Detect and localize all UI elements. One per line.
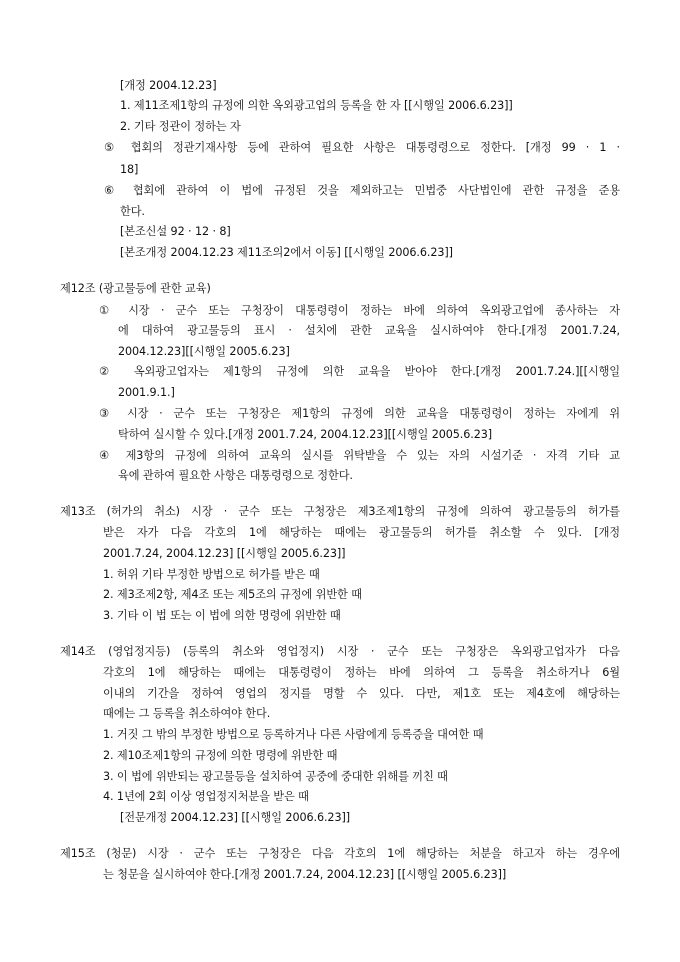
paragraph-line: ③ 시장 · 군수 또는 구청장은 제1항의 규정에 의한 교육을 대통령령이 정하는 자에게 위 — [99, 407, 620, 420]
paragraph-line: 2001.9.1.] — [118, 386, 175, 399]
amendment-note: [개정 2004.12.23] — [120, 79, 217, 92]
paragraph-line: ⑥ 협회에 관하여 이 법에 규정된 것을 제외하고는 민법중 사단법인에 관한 규정을 준용 — [104, 184, 620, 197]
amendment-note: [본조개정 2004.12.23 제11조의2에서 이동] [[시행일 2006.6.23]] — [120, 246, 453, 259]
amendment-note: [본조신설 92 · 12 · 8] — [120, 225, 231, 238]
paragraph-line: ④ 제3항의 규정에 의하여 교육의 실시를 위탁받을 수 있는 자의 시설기준 · 자격 기타 교 — [99, 449, 620, 462]
paragraph-line: 때에는 그 등록을 취소하여야 한다. — [103, 707, 271, 720]
article-heading: 제14조 (영업정지등) (등록의 취소와 영업정지) 시장 · 군수 또는 구청장은 옥외광고업자가 다음 — [60, 645, 620, 658]
list-item: 4. 1년에 2회 이상 영업정지처분을 받은 때 — [103, 790, 309, 803]
list-item: 3. 기타 이 법 또는 이 법에 의한 명령에 위반한 때 — [103, 609, 341, 622]
paragraph-line: 한다. — [120, 205, 145, 218]
paragraph-line: 2001.7.24, 2004.12.23] [[시행일 2005.6.23]] — [103, 547, 346, 560]
article-heading: 제12조 (광고물등에 관한 교육) — [60, 282, 211, 295]
paragraph-line: 각호의 1에 해당하는 때에는 대통령령이 정하는 바에 의하여 그 등록을 취소하거나 6월 — [103, 666, 620, 679]
amendment-note: [전문개정 2004.12.23] [[시행일 2006.6.23]] — [120, 811, 350, 824]
list-item: 3. 이 법에 위반되는 광고물등을 설치하여 공중에 중대한 위해를 끼친 때 — [103, 770, 448, 783]
paragraph-line: 는 청문을 실시하여야 한다.[개정 2001.7.24, 2004.12.23] [[시행일 2005.6.23]] — [103, 868, 507, 881]
list-item: 1. 허위 기타 부정한 방법으로 허가를 받은 때 — [103, 568, 320, 581]
paragraph-line: ② 옥외광고업자는 제1항의 규정에 의한 교육을 받아야 한다.[개정 2001.7.24.][[시행일 — [99, 365, 620, 378]
paragraph-line: 탁하여 실시할 수 있다.[개정 2001.7.24, 2004.12.23][[시행일 2005.6.23] — [118, 428, 493, 441]
paragraph-line: ⑤ 협회의 정관기재사항 등에 관하여 필요한 사항은 대통령령으로 정한다. [개정 99 · 1 · — [104, 141, 620, 154]
paragraph-line: 에 대하여 광고물등의 표시 · 설치에 관한 교육을 실시하여야 한다.[개정 2001.7.24, — [118, 324, 620, 337]
list-item: 1. 제11조제1항의 규정에 의한 옥외광고업의 등록을 한 자 [[시행일 2006.6.23]] — [120, 99, 513, 112]
list-item: 1. 거짓 그 밖의 부정한 방법으로 등록하거나 다른 사람에게 등록증을 대여한 때 — [103, 728, 484, 741]
paragraph-line: 이내의 기간을 정하여 영업의 정지를 명할 수 있다. 다만, 제1호 또는 제4호에 해당하는 — [103, 687, 620, 700]
list-item: 2. 제3조제2항, 제4조 또는 제5조의 규정에 위반한 때 — [103, 588, 362, 601]
paragraph-line: 육에 관하여 필요한 사항은 대통령령으로 정한다. — [118, 469, 353, 482]
list-item: 2. 기타 정관이 정하는 자 — [120, 120, 241, 133]
paragraph-line: ① 시장 · 군수 또는 구청장이 대통령령이 정하는 바에 의하여 옥외광고업에 종사하는 자 — [99, 304, 620, 317]
article-heading: 제13조 (허가의 취소) 시장 · 군수 또는 구청장은 제3조제1항의 규정에 의하여 광고물등의 허가를 — [60, 505, 620, 518]
paragraph-line: 18] — [120, 163, 139, 176]
paragraph-line: 받은 자가 다음 각호의 1에 해당하는 때에는 광고물등의 허가를 취소할 수 있다. [개정 — [103, 526, 620, 539]
list-item: 2. 제10조제1항의 규정에 의한 명령에 위반한 때 — [103, 749, 338, 762]
article-heading: 제15조 (청문) 시장 · 군수 또는 구청장은 다음 각호의 1에 해당하는 처분을 하고자 하는 경우에 — [60, 847, 620, 860]
paragraph-line: 2004.12.23][[시행일 2005.6.23] — [118, 345, 290, 358]
